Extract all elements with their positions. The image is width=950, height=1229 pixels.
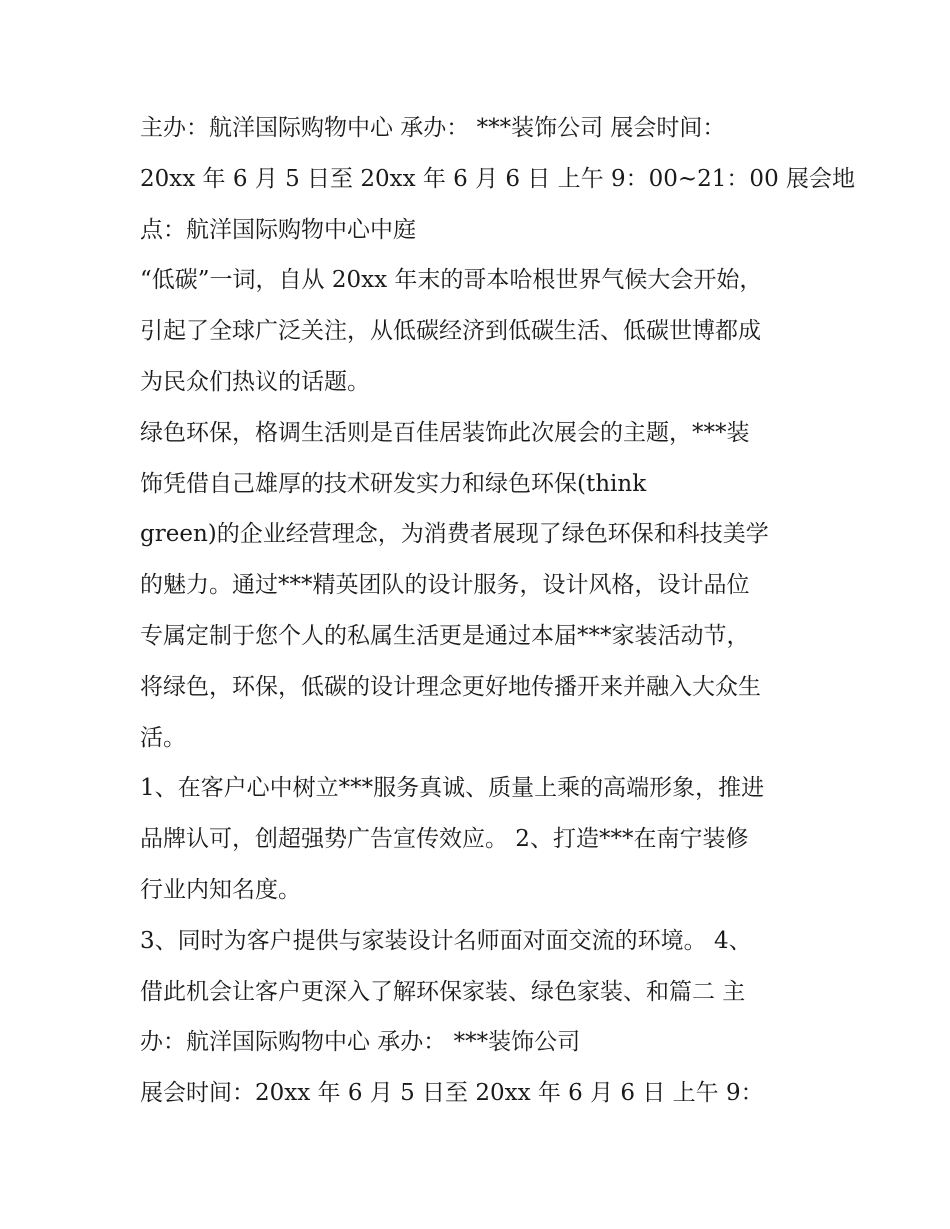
text-line-1: 主办：航洋国际购物中心 承办： ***装饰公司 展会时间： (140, 115, 726, 141)
text-line-11: 专属定制于您个人的私属生活更是通过本届***家装活动节， (140, 622, 750, 649)
text-line-6: 为民众们热议的话题。 (140, 368, 370, 395)
text-line-16: 行业内知名度。 (140, 876, 301, 903)
text-line-3: 点：航洋国际购物中心中庭 (140, 216, 416, 243)
text-line-2: 20xx 年 6 月 5 日至 20xx 年 6 月 6 日 上午 9：00~21：00 展会地 (140, 165, 856, 192)
text-line-19: 办：航洋国际购物中心 承办： ***装饰公司 (140, 1029, 581, 1056)
text-line-12: 将绿色，环保，低碳的设计理念更好地传播开来并融入大众生 (140, 673, 761, 700)
document-body (140, 103, 856, 1119)
text-line-5: 引起了全球广泛关注，从低碳经济到低碳生活、低碳世博都成 (140, 318, 761, 345)
text-line-10: 的魅力。通过***精英团队的设计服务，设计风格，设计品位 (140, 572, 750, 599)
text-line-20: 展会时间：20xx 年 6 月 5 日至 20xx 年 6 月 6 日 上午 9： (140, 1080, 764, 1107)
text-line-7: 绿色环保，格调生活则是百佳居装饰此次展会的主题，***装 (140, 419, 750, 446)
text-line-8: 饰凭借自己雄厚的技术研发实力和绿色环保(think (140, 470, 647, 497)
text-line-13: 活。 (140, 724, 186, 751)
text-line-4: “低碳”一词，自从 20xx 年末的哥本哈根世界气候大会开始， (140, 267, 763, 294)
text-line-17: 3、同时为客户提供与家装设计名师面对面交流的环境。 4、 (140, 927, 752, 954)
text-line-18: 借此机会让客户更深入了解环保家装、绿色家装、和篇二 主 (140, 978, 746, 1005)
text-line-9: green)的企业经营理念，为消费者展现了绿色环保和科技美学 (140, 521, 769, 548)
text-line-14: 1、在客户心中树立***服务真诚、质量上乘的高端形象，推进 (140, 775, 765, 802)
text-line-15: 品牌认可，创超强势广告宣传效应。 2、打造***在南宁装修 (140, 826, 749, 853)
